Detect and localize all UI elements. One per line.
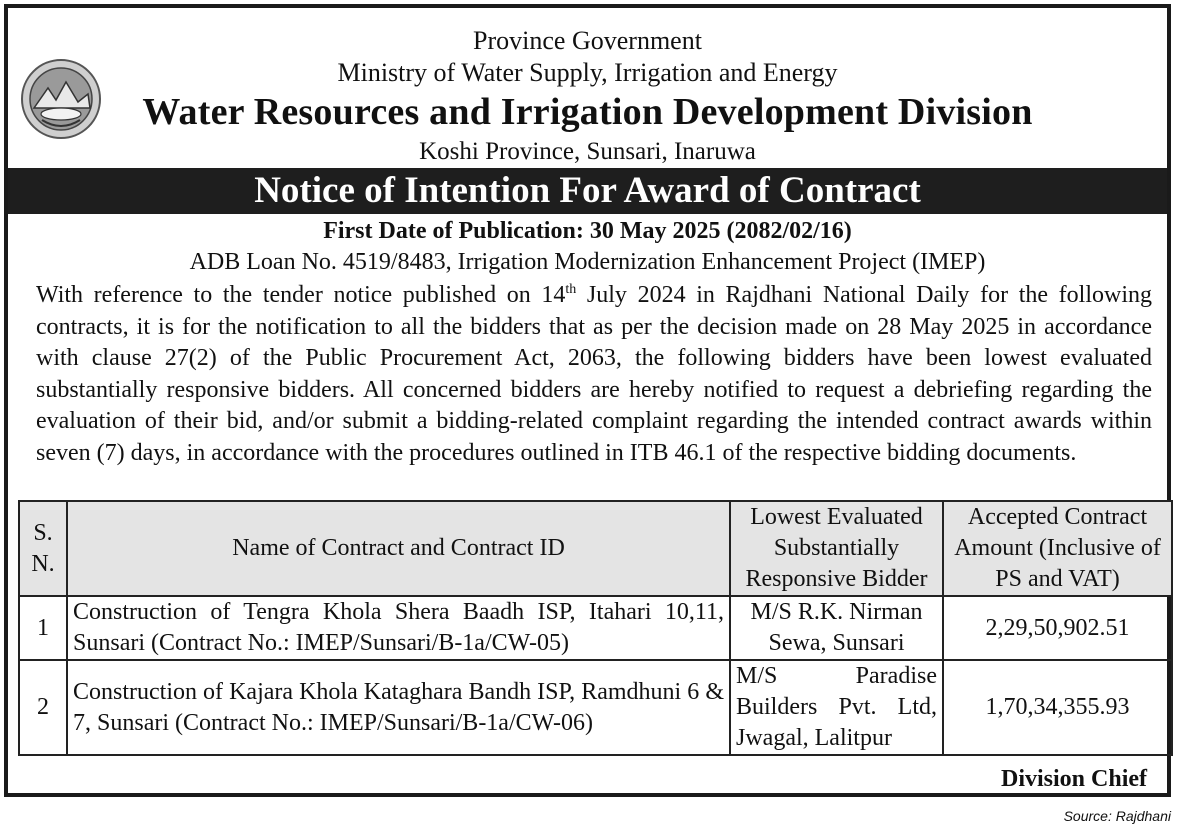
row-sn: 2 xyxy=(19,660,67,755)
row-bidder: M/S Paradise Builders Pvt. Ltd, Jwagal, Lalitpur xyxy=(730,660,943,755)
table-row xyxy=(19,596,1172,660)
signatory: Division Chief xyxy=(1000,766,1147,792)
header-contract-name: Name of Contract and Contract ID xyxy=(67,501,730,596)
body-text-part2: July 2024 in Rajdhani National Daily for the following contracts, it is for the notification to all the bidders that as per the decision made on 28 May 2025 in accordance with clause 27(2) of the Public Procurement Act, 2063, the following bidders have been lowest evaluated substantially responsive bidders. All concerned bidders are hereby notified to request a debriefing regarding the evaluation of their bid, and/or submit a bidding-related complaint regarding the intended contract awards within seven (7) days, in accordance with the procedures outlined in ITB 46.1 of the respective bidding documents. xyxy=(36,282,1153,466)
notice-body xyxy=(36,280,1152,469)
table-header-row xyxy=(19,501,1172,596)
header-sn: S. N. xyxy=(19,501,67,596)
row-amount: 1,70,34,355.93 xyxy=(943,660,1172,755)
notice-header xyxy=(8,8,1167,168)
header-bidder: Lowest Evaluated Substantially Responsive Bidder xyxy=(730,501,943,596)
award-table xyxy=(18,500,1173,756)
row-amount: 2,29,50,902.51 xyxy=(943,596,1172,660)
row-contract-name: Construction of Kajara Khola Kataghara Bandh ISP, Ramdhuni 6 & 7, Sunsari (Contract No.: IMEP/Sunsari/B-1a/CW-06) xyxy=(67,660,730,755)
notice-frame xyxy=(4,4,1171,797)
row-sn: 1 xyxy=(19,596,67,660)
province-government-line: Province Government xyxy=(473,26,702,55)
source-credit: Source: Rajdhani xyxy=(1063,808,1171,824)
publication-date: First Date of Publication: 30 May 2025 (2082/02/16) xyxy=(323,218,852,244)
ministry-line: Ministry of Water Supply, Irrigation and Energy xyxy=(337,58,838,87)
notice-title: Notice of Intention For Award of Contract xyxy=(8,168,1167,214)
office-location: Koshi Province, Sunsari, Inaruwa xyxy=(419,138,756,165)
body-text-part1: With reference to the tender notice published on 14 xyxy=(36,282,566,308)
body-superscript: th xyxy=(565,282,577,297)
row-contract-name: Construction of Tengra Khola Shera Baadh ISP, Itahari 10,11, Sunsari (Contract No.: IMEP/Sunsari/B-1a/CW-05) xyxy=(67,596,730,660)
loan-line: ADB Loan No. 4519/8483, Irrigation Modernization Enhancement Project (IMEP) xyxy=(189,249,986,275)
header-amount: Accepted Contract Amount (Inclusive of PS and VAT) xyxy=(943,501,1172,596)
office-name: Water Resources and Irrigation Development Division xyxy=(142,91,1033,133)
row-bidder: M/S R.K. Nirman Sewa, Sunsari xyxy=(730,596,943,660)
table-row xyxy=(19,660,1172,755)
